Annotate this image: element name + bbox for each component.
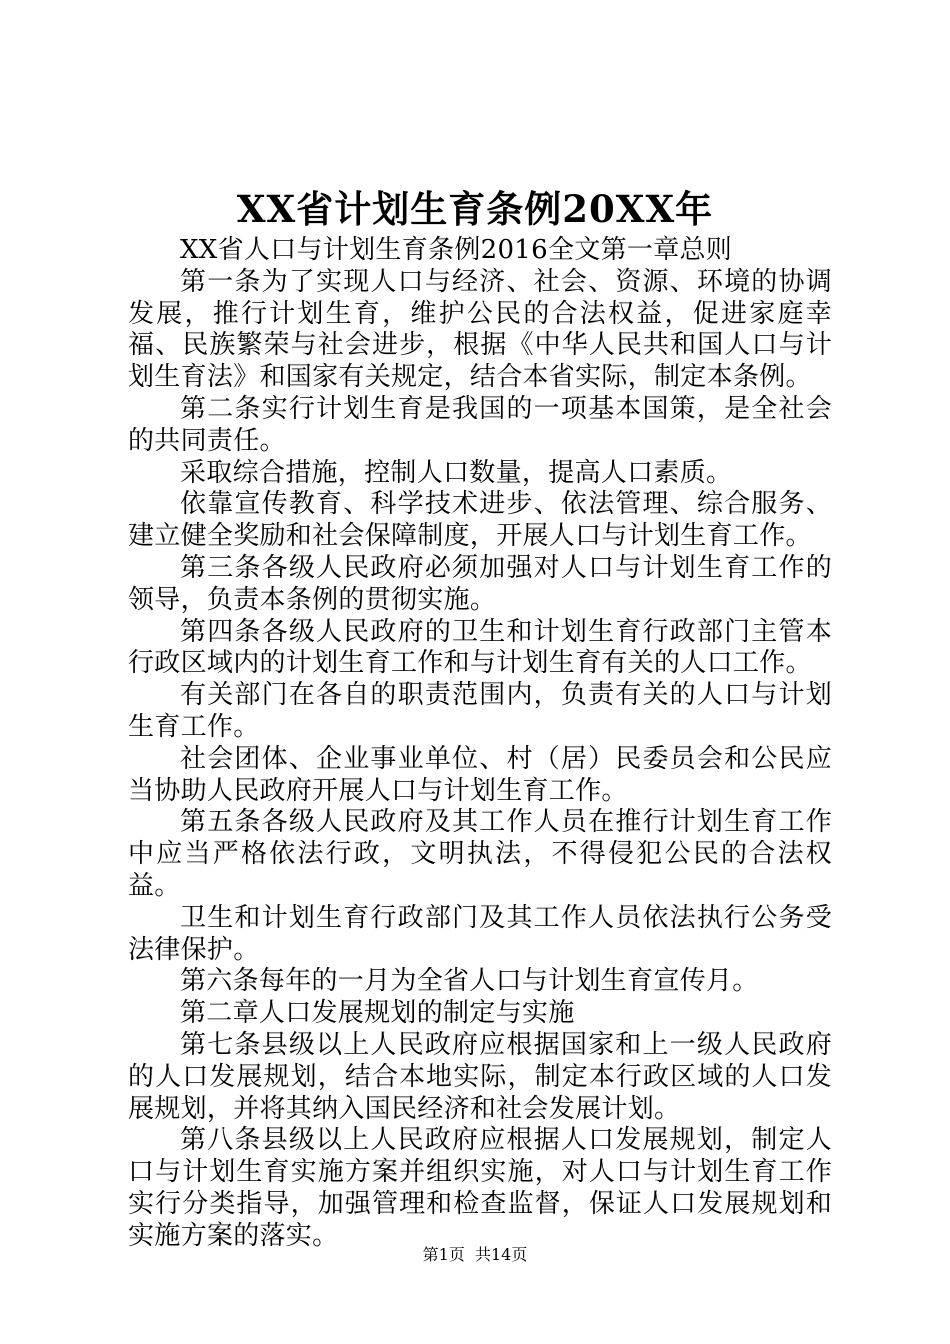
paragraph-article-2-measures: 采取综合措施，控制人口数量，提高人口素质。 (180, 457, 733, 488)
paragraph-article-4-organizations: 社会团体、企业事业单位、村（居）民委员会和公民应当协助人民政府开展人口与计划生育工作。 (128, 743, 832, 806)
paragraph-article-2: 第二条实行计划生育是我国的一项基本国策，是全社会的共同责任。 (128, 393, 832, 456)
paragraph-article-6: 第六条每年的一月为全省人口与计划生育宣传月。 (180, 966, 759, 997)
paragraph-article-4: 第四条各级人民政府的卫生和计划生育行政部门主管本行政区域内的计划生育工作和与计划生育有关的人口工作。 (128, 616, 832, 679)
paragraph-chapter-2-heading: 第二章人口发展规划的制定与实施 (180, 998, 575, 1029)
paragraph-article-3: 第三条各级人民政府必须加强对人口与计划生育工作的领导，负责本条例的贯彻实施。 (128, 552, 832, 615)
paragraph-article-2-methods: 依靠宣传教育、科学技术进步、依法管理、综合服务、建立健全奖励和社会保障制度，开展人口与计划生育工作。 (128, 489, 832, 552)
paragraph-chapter-1-heading: XX省人口与计划生育条例2016全文第一章总则 (180, 235, 733, 265)
document-body (128, 235, 832, 1253)
paragraph-article-8: 第八条县级以上人民政府应根据人口发展规划，制定人口与计划生育实施方案并组织实施，对人口与计划生育工作实行分类指导，加强管理和检查监督，保证人口发展规划和实施方案的落实。 (128, 1125, 832, 1251)
document-title: XX省计划生育条例20XX年 (236, 187, 714, 231)
paragraph-article-4-departments: 有关部门在各自的职责范围内，负责有关的人口与计划生育工作。 (128, 680, 832, 742)
paragraph-article-5: 第五条各级人民政府及其工作人员在推行计划生育工作中应当严格依法行政，文明执法，不得侵犯公民的合法权益。 (128, 807, 832, 901)
page-number-footer: 第1页 共14页 (422, 1245, 528, 1264)
paragraph-article-5-protection: 卫生和计划生育行政部门及其工作人员依法执行公务受法律保护。 (128, 902, 832, 965)
paragraph-article-7: 第七条县级以上人民政府应根据国家和上一级人民政府的人口发展规划，结合本地实际，制定本行政区域的人口发展规划，并将其纳入国民经济和社会发展计划。 (128, 1029, 832, 1124)
paragraph-article-1: 第一条为了实现人口与经济、社会、资源、环境的协调发展，推行计划生育，维护公民的合法权益，促进家庭幸福、民族繁荣与社会进步，根据《中华人民共和国人口与计划生育法》和国家有关规定，结合本省实际，制定本条例。 (128, 266, 832, 393)
